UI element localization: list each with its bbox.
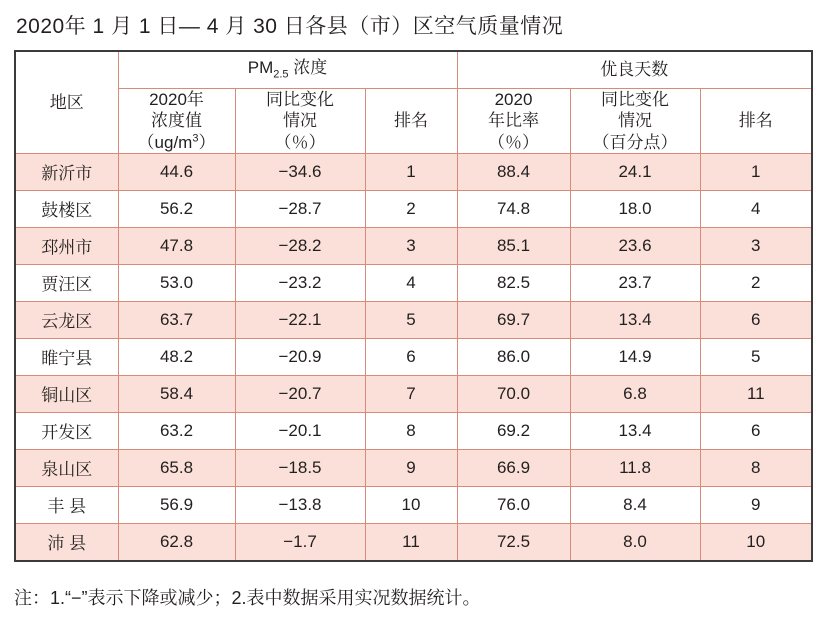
cell-days-rank: 3 <box>700 227 812 264</box>
cell-pm25-change: −28.2 <box>235 227 365 264</box>
cell-pm25-value: 47.8 <box>118 227 235 264</box>
header-days-rate-l3: （％） <box>488 132 539 152</box>
cell-pm25-value: 63.7 <box>118 301 235 338</box>
header-pm25-value-l3: $(ug/m^3)$ <box>137 131 216 152</box>
cell-pm25-value: 48.2 <box>118 338 235 375</box>
cell-pm25-change: −22.1 <box>235 301 365 338</box>
cell-region: 睢宁县 <box>15 338 118 375</box>
table-row <box>15 301 812 338</box>
cell-days-change: 18.0 <box>570 190 700 227</box>
cell-days-rate: 69.7 <box>457 301 570 338</box>
cell-days-rate: 82.5 <box>457 264 570 301</box>
cell-pm25-rank: 8 <box>365 412 457 449</box>
cell-pm25-change: −1.7 <box>235 523 365 561</box>
header-group-pm25-text: $PM_{2.5}$ 浓度 <box>247 58 328 81</box>
header-group-pm25 <box>118 51 457 89</box>
cell-pm25-rank: 10 <box>365 486 457 523</box>
cell-days-rate: 69.2 <box>457 412 570 449</box>
cell-days-rank: 6 <box>700 301 812 338</box>
cell-region: 铜山区 <box>15 375 118 412</box>
cell-pm25-value: 65.8 <box>118 449 235 486</box>
cell-days-rate: 76.0 <box>457 486 570 523</box>
cell-pm25-rank: 1 <box>365 153 457 190</box>
cell-pm25-value: 44.6 <box>118 153 235 190</box>
air-quality-table <box>14 50 813 562</box>
header-pm25-value <box>118 89 235 154</box>
cell-pm25-rank: 11 <box>365 523 457 561</box>
cell-days-rank: 11 <box>700 375 812 412</box>
cell-days-rank: 5 <box>700 338 812 375</box>
cell-pm25-value: 53.0 <box>118 264 235 301</box>
header-pm25-change <box>235 89 365 154</box>
header-pm25-change-l2: 情况 <box>283 111 317 131</box>
header-row-groups <box>15 51 812 89</box>
cell-region: 泉山区 <box>15 449 118 486</box>
cell-pm25-value: 58.4 <box>118 375 235 412</box>
table-body <box>15 153 812 561</box>
cell-days-change: 6.8 <box>570 375 700 412</box>
cell-pm25-rank: 4 <box>365 264 457 301</box>
header-pm25-rank: 排名 <box>365 89 457 154</box>
cell-pm25-value: 56.9 <box>118 486 235 523</box>
header-days-change-l1: 同比变化 <box>601 90 669 109</box>
cell-days-rate: 74.8 <box>457 190 570 227</box>
table-row <box>15 338 812 375</box>
cell-days-change: 24.1 <box>570 153 700 190</box>
cell-days-rate: 88.4 <box>457 153 570 190</box>
cell-days-change: 8.4 <box>570 486 700 523</box>
header-days-rate-l2: 年比率 <box>488 111 539 131</box>
table-head <box>15 51 812 153</box>
cell-pm25-value: 56.2 <box>118 190 235 227</box>
cell-days-rank: 6 <box>700 412 812 449</box>
table-row <box>15 264 812 301</box>
header-row-columns <box>15 89 812 154</box>
cell-region: 沛 县 <box>15 523 118 561</box>
cell-days-change: 11.8 <box>570 449 700 486</box>
cell-days-rank: 10 <box>700 523 812 561</box>
cell-days-rank: 2 <box>700 264 812 301</box>
cell-pm25-change: −13.8 <box>235 486 365 523</box>
cell-pm25-change: −28.7 <box>235 190 365 227</box>
cell-pm25-rank: 9 <box>365 449 457 486</box>
cell-region: 新沂市 <box>15 153 118 190</box>
table-row <box>15 153 812 190</box>
table-row <box>15 523 812 561</box>
cell-pm25-change: −20.1 <box>235 412 365 449</box>
table-row <box>15 190 812 227</box>
cell-pm25-value: 63.2 <box>118 412 235 449</box>
cell-pm25-change: −23.2 <box>235 264 365 301</box>
cell-days-change: 8.0 <box>570 523 700 561</box>
cell-days-rank: 8 <box>700 449 812 486</box>
header-days-rank: 排名 <box>700 89 812 154</box>
cell-region: 丰 县 <box>15 486 118 523</box>
cell-region: 贾汪区 <box>15 264 118 301</box>
cell-pm25-rank: 6 <box>365 338 457 375</box>
header-pm25-value-l2: 浓度值 <box>151 111 202 131</box>
cell-pm25-rank: 2 <box>365 190 457 227</box>
cell-region: 开发区 <box>15 412 118 449</box>
cell-days-change: 23.7 <box>570 264 700 301</box>
header-days-change <box>570 89 700 154</box>
cell-pm25-change: −18.5 <box>235 449 365 486</box>
page-title: 2020年 1 月 1 日— 4 月 30 日各县（市）区空气质量情况 <box>16 15 564 38</box>
header-days-change-l2: 情况 <box>618 111 652 131</box>
header-pm25-change-l3: （％） <box>274 132 326 152</box>
cell-region: 鼓楼区 <box>15 190 118 227</box>
table-row <box>15 486 812 523</box>
cell-days-rank: 4 <box>700 190 812 227</box>
cell-region: 云龙区 <box>15 301 118 338</box>
cell-days-rate: 85.1 <box>457 227 570 264</box>
header-days-rate-l1: 2020 <box>494 90 533 109</box>
cell-days-change: 23.6 <box>570 227 700 264</box>
header-group-days: 优良天数 <box>457 51 812 89</box>
cell-days-change: 13.4 <box>570 412 700 449</box>
cell-days-rate: 66.9 <box>457 449 570 486</box>
cell-days-rate: 72.5 <box>457 523 570 561</box>
header-region: 地区 <box>15 51 118 153</box>
cell-pm25-value: 62.8 <box>118 523 235 561</box>
cell-pm25-rank: 5 <box>365 301 457 338</box>
cell-days-rank: 9 <box>700 486 812 523</box>
cell-days-rate: 70.0 <box>457 375 570 412</box>
cell-pm25-change: −20.9 <box>235 338 365 375</box>
header-days-change-l3: （百分点） <box>592 132 678 152</box>
table-row <box>15 375 812 412</box>
cell-days-rate: 86.0 <box>457 338 570 375</box>
header-pm25-change-l1: 同比变化 <box>266 90 334 109</box>
cell-days-change: 14.9 <box>570 338 700 375</box>
header-days-rate <box>457 89 570 154</box>
cell-region: 邳州市 <box>15 227 118 264</box>
table-row <box>15 227 812 264</box>
table-note: 注：1.“−”表示下降或减少；2.表中数据采用实况数据统计。 <box>14 588 481 608</box>
cell-days-change: 13.4 <box>570 301 700 338</box>
cell-pm25-rank: 7 <box>365 375 457 412</box>
header-pm25-value-l1: 2020年 <box>149 90 204 109</box>
cell-pm25-rank: 3 <box>365 227 457 264</box>
cell-pm25-change: −34.6 <box>235 153 365 190</box>
cell-days-rank: 1 <box>700 153 812 190</box>
table-row <box>15 449 812 486</box>
table-row <box>15 412 812 449</box>
cell-pm25-change: −20.7 <box>235 375 365 412</box>
